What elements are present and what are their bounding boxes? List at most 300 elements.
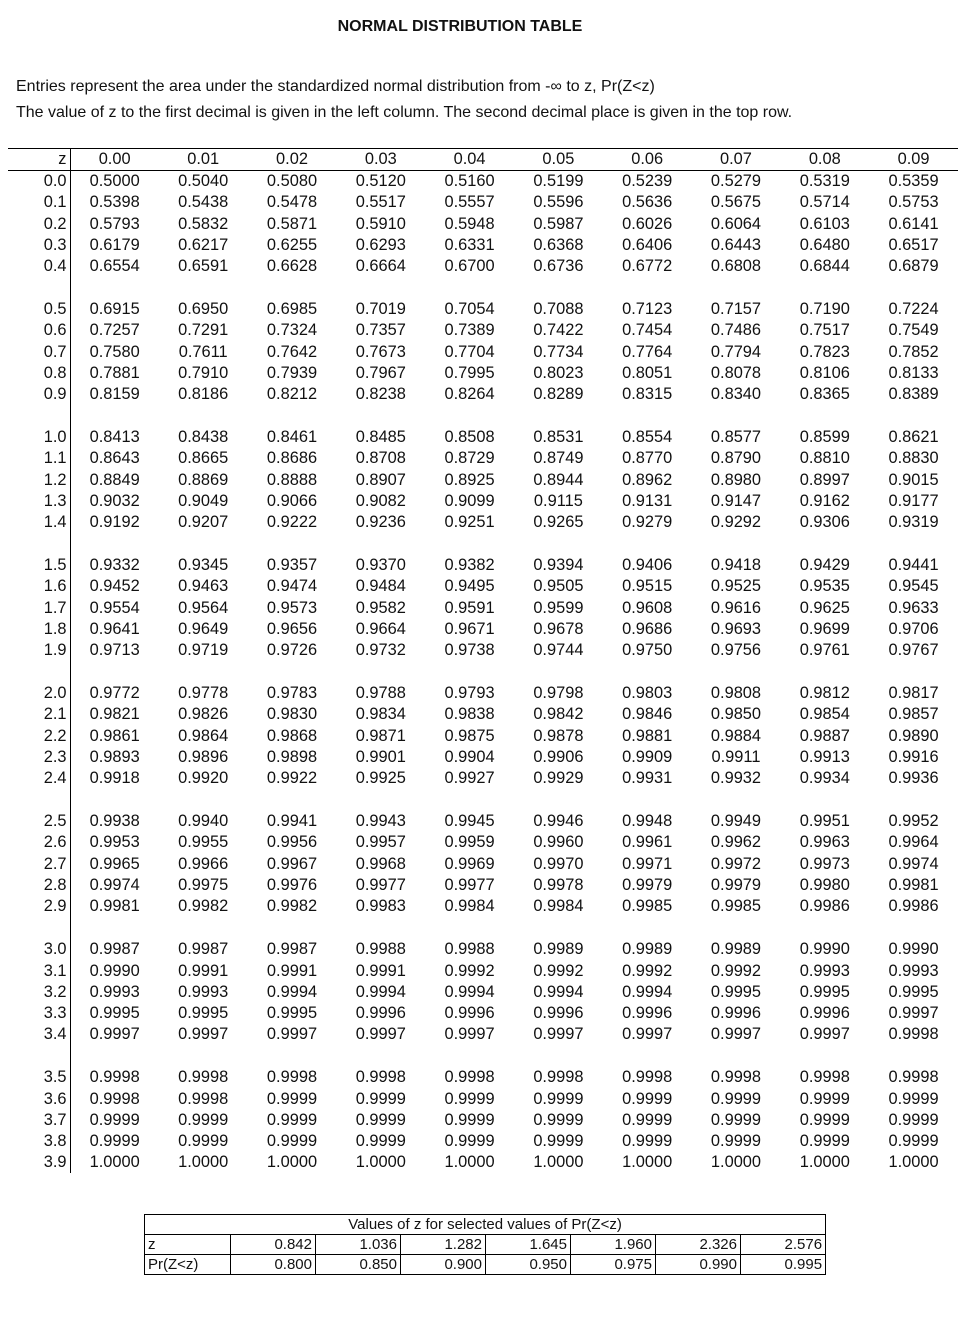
probability-cell: 0.9999: [355, 1131, 406, 1150]
probability-cell: 0.9803: [622, 684, 673, 703]
probability-cell: 0.8708: [355, 449, 406, 468]
probability-cell: 0.9997: [89, 1025, 140, 1044]
probability-cell: 0.9370: [355, 556, 406, 575]
probability-cell: 0.9920: [178, 769, 229, 788]
table-row: [8, 214, 958, 235]
spacer-cell: [8, 533, 70, 555]
probability-cell: 0.8577: [710, 428, 762, 447]
z-value-cell: 3.7: [8, 1110, 70, 1131]
probability-cell: 0.9656: [266, 619, 318, 638]
table-row: [8, 747, 958, 768]
probability-cell: 0.9987: [178, 940, 229, 959]
probability-cell: 0.9999: [888, 1110, 939, 1129]
probability-cell: 0.9878: [533, 726, 584, 745]
probability-cell: 0.5636: [622, 193, 673, 212]
probability-cell: 0.9838: [444, 705, 495, 724]
probability-cell: 0.9997: [622, 1025, 673, 1044]
probability-cell: 0.9991: [178, 961, 229, 980]
z-value-cell: 2.7: [8, 854, 70, 875]
probability-cell: 0.9049: [178, 491, 229, 510]
selected-z-row: [145, 1235, 826, 1255]
probability-cell: 0.9875: [444, 726, 495, 745]
table-row: [8, 192, 958, 213]
z-value: 1.282: [401, 1235, 486, 1255]
p-value: 0.800: [231, 1255, 316, 1275]
probability-cell: 0.8133: [888, 363, 939, 382]
group-spacer: [8, 533, 958, 555]
probability-cell: 0.8315: [622, 385, 673, 404]
z-value-cell: 1.1: [8, 448, 70, 469]
probability-cell: 0.9616: [710, 598, 762, 617]
probability-cell: 0.9484: [355, 577, 406, 596]
z-value: 1.645: [486, 1235, 571, 1255]
probability-cell: 0.9887: [799, 726, 850, 745]
probability-cell: 1.0000: [178, 1153, 229, 1172]
z-value-cell: 0.7: [8, 342, 70, 363]
probability-cell: 0.9967: [266, 854, 318, 873]
probability-cell: 0.9608: [622, 598, 673, 617]
column-header: 0.01: [159, 149, 248, 171]
probability-cell: 0.9995: [178, 1003, 229, 1022]
probability-cell: 0.9993: [89, 982, 140, 1001]
probability-cell: 0.9983: [355, 897, 406, 916]
probability-cell: 0.9998: [622, 1068, 673, 1087]
probability-cell: 0.8869: [178, 470, 229, 489]
probability-cell: 0.9961: [622, 833, 673, 852]
probability-cell: 0.9965: [89, 854, 140, 873]
probability-cell: 0.9984: [444, 897, 495, 916]
probability-cell: 0.9997: [799, 1025, 850, 1044]
probability-cell: 0.7357: [355, 321, 406, 340]
probability-cell: 0.9995: [266, 1003, 318, 1022]
probability-cell: 0.9931: [622, 769, 673, 788]
probability-cell: 0.7881: [89, 363, 140, 382]
probability-cell: 0.9998: [888, 1025, 939, 1044]
probability-cell: 0.9988: [355, 940, 406, 959]
table-row: [8, 875, 958, 896]
probability-cell: 0.9981: [888, 875, 939, 894]
probability-cell: 0.9990: [799, 940, 850, 959]
probability-cell: 0.9987: [266, 940, 318, 959]
probability-cell: 0.9995: [799, 982, 850, 1001]
probability-cell: 0.7995: [444, 363, 495, 382]
probability-cell: 0.9418: [710, 556, 762, 575]
probability-cell: 0.9884: [710, 726, 762, 745]
probability-cell: 0.9999: [355, 1110, 406, 1129]
group-spacer: [8, 789, 958, 811]
probability-cell: 0.7823: [799, 342, 850, 361]
probability-cell: 0.8686: [266, 449, 318, 468]
probability-cell: 0.9966: [178, 854, 229, 873]
probability-cell: 0.9999: [355, 1089, 406, 1108]
spacer-cell: [8, 1045, 70, 1067]
probability-cell: 0.9713: [89, 641, 140, 660]
probability-cell: 0.9817: [888, 684, 939, 703]
probability-cell: 0.8925: [444, 470, 495, 489]
probability-cell: 0.9564: [178, 598, 229, 617]
probability-cell: 0.9999: [622, 1131, 673, 1150]
table-row: [8, 683, 958, 704]
probability-cell: 0.9985: [710, 897, 762, 916]
probability-cell: 0.9999: [710, 1110, 762, 1129]
probability-cell: 0.9986: [799, 897, 850, 916]
probability-cell: 0.9131: [622, 491, 673, 510]
probability-cell: 0.9864: [178, 726, 229, 745]
probability-cell: 0.9962: [710, 833, 762, 852]
probability-cell: 0.7794: [710, 342, 762, 361]
probability-cell: 0.5160: [444, 172, 495, 191]
selected-values-caption: Values of z for selected values of Pr(Z<z): [145, 1215, 826, 1235]
probability-cell: 0.9987: [89, 940, 140, 959]
probability-cell: 0.7611: [178, 342, 228, 361]
probability-cell: 0.9996: [710, 1003, 762, 1022]
z-value-cell: 2.4: [8, 768, 70, 789]
probability-cell: 0.9236: [355, 513, 406, 532]
probability-cell: 0.5871: [266, 214, 318, 233]
probability-cell: 0.9970: [533, 854, 584, 873]
probability-cell: 0.8078: [710, 363, 762, 382]
probability-cell: 0.9981: [89, 897, 140, 916]
probability-cell: 0.7517: [799, 321, 850, 340]
probability-cell: 0.9999: [622, 1089, 673, 1108]
probability-cell: 0.7734: [533, 342, 584, 361]
probability-cell: 0.9999: [89, 1110, 140, 1129]
table-row: [8, 576, 958, 597]
probability-cell: 0.7967: [355, 363, 406, 382]
probability-cell: 0.9996: [622, 1003, 673, 1022]
p-value: 0.900: [401, 1255, 486, 1275]
probability-cell: 0.8531: [533, 428, 584, 447]
probability-cell: 0.9999: [622, 1110, 673, 1129]
probability-cell: 0.9936: [888, 769, 939, 788]
probability-cell: 0.7852: [888, 342, 939, 361]
probability-cell: 0.9993: [178, 982, 229, 1001]
probability-cell: 0.9998: [888, 1068, 939, 1087]
probability-cell: 0.9925: [355, 769, 406, 788]
probability-cell: 0.9999: [266, 1110, 318, 1129]
probability-cell: 0.7454: [622, 321, 673, 340]
probability-cell: 0.8810: [799, 449, 850, 468]
probability-cell: 0.5675: [710, 193, 762, 212]
probability-cell: 0.5478: [266, 193, 318, 212]
column-header: 0.04: [425, 149, 514, 171]
z-value-cell: 1.4: [8, 512, 70, 533]
probability-cell: 0.9857: [888, 705, 939, 724]
probability-cell: 0.8907: [355, 470, 406, 489]
probability-cell: 0.9441: [888, 556, 939, 575]
probability-cell: 0.9999: [799, 1110, 850, 1129]
spacer-cell: [70, 661, 958, 683]
probability-cell: 0.9932: [710, 769, 762, 788]
probability-cell: 1.0000: [266, 1153, 318, 1172]
probability-cell: 0.9999: [178, 1131, 229, 1150]
table-row: [8, 832, 958, 853]
probability-cell: 0.8790: [710, 449, 762, 468]
probability-cell: 0.9649: [178, 619, 229, 638]
probability-cell: 0.9940: [178, 812, 229, 831]
probability-cell: 0.9999: [799, 1089, 850, 1108]
probability-cell: 0.9999: [89, 1131, 140, 1150]
table-row: [8, 854, 958, 875]
probability-cell: 0.9953: [89, 833, 140, 852]
probability-cell: 0.6879: [888, 257, 939, 276]
probability-cell: 0.9678: [533, 619, 584, 638]
probability-cell: 0.9999: [533, 1089, 584, 1108]
table-row: [8, 726, 958, 747]
probability-cell: 0.9963: [799, 833, 850, 852]
probability-cell: 0.7704: [444, 342, 495, 361]
probability-cell: 0.9948: [622, 812, 673, 831]
probability-cell: 0.9826: [178, 705, 229, 724]
probability-cell: 0.9015: [888, 470, 939, 489]
spacer-cell: [70, 789, 958, 811]
probability-cell: 0.9998: [355, 1068, 406, 1087]
probability-cell: 0.9999: [710, 1089, 762, 1108]
probability-cell: 0.6808: [710, 257, 762, 276]
z-value: 2.576: [741, 1235, 826, 1255]
probability-cell: 0.8729: [444, 449, 495, 468]
z-value-cell: 3.4: [8, 1024, 70, 1045]
z-value-cell: 3.9: [8, 1152, 70, 1173]
probability-cell: 0.8365: [799, 385, 850, 404]
probability-cell: 0.9991: [355, 961, 406, 980]
z-value-cell: 3.3: [8, 1003, 70, 1024]
probability-cell: 0.9977: [444, 875, 495, 894]
probability-cell: 0.9991: [266, 961, 318, 980]
probability-cell: 0.6406: [622, 235, 673, 254]
probability-cell: 0.9115: [533, 491, 583, 510]
probability-cell: 0.9968: [355, 854, 406, 873]
probability-cell: 0.8997: [799, 470, 850, 489]
z-value-cell: 1.0: [8, 427, 70, 448]
column-header: 0.00: [70, 149, 159, 171]
probability-cell: 0.7549: [888, 321, 939, 340]
probability-cell: 0.9429: [799, 556, 850, 575]
probability-cell: 0.9998: [178, 1089, 229, 1108]
probability-cell: 0.9893: [89, 747, 140, 766]
probability-cell: 0.7123: [622, 300, 673, 319]
probability-cell: 0.9969: [444, 854, 495, 873]
probability-cell: 0.9821: [89, 705, 140, 724]
probability-cell: 0.9693: [710, 619, 762, 638]
z-value-cell: 0.5: [8, 299, 70, 320]
probability-cell: 0.8554: [622, 428, 673, 447]
probability-cell: 1.0000: [533, 1153, 584, 1172]
probability-cell: 0.8770: [622, 449, 673, 468]
probability-cell: 0.9975: [178, 875, 229, 894]
z-value-cell: 2.2: [8, 726, 70, 747]
probability-cell: 0.9793: [444, 684, 495, 703]
probability-cell: 0.7054: [444, 300, 495, 319]
table-row: [8, 448, 958, 469]
probability-cell: 0.9945: [444, 812, 495, 831]
probability-cell: 0.9938: [89, 812, 140, 831]
probability-cell: 0.6628: [266, 257, 318, 276]
probability-cell: 0.9956: [266, 833, 318, 852]
z-value-cell: 1.7: [8, 598, 70, 619]
probability-cell: 0.9463: [178, 577, 229, 596]
column-header: 0.06: [603, 149, 692, 171]
table-row: [8, 384, 958, 405]
probability-cell: 0.9998: [178, 1068, 229, 1087]
probability-cell: 0.9994: [355, 982, 406, 1001]
probability-cell: 0.6985: [266, 300, 318, 319]
probability-cell: 0.6772: [622, 257, 673, 276]
probability-cell: 0.9641: [89, 619, 140, 638]
probability-cell: 0.9998: [266, 1068, 318, 1087]
probability-cell: 0.7422: [533, 321, 584, 340]
probability-cell: 0.9279: [622, 513, 673, 532]
probability-cell: 1.0000: [710, 1153, 762, 1172]
probability-cell: 1.0000: [89, 1153, 140, 1172]
probability-cell: 0.9998: [89, 1068, 140, 1087]
probability-cell: 0.9573: [266, 598, 318, 617]
probability-cell: 0.9345: [178, 556, 229, 575]
table-row: [8, 896, 958, 917]
probability-cell: 0.8023: [533, 363, 584, 382]
probability-cell: 0.5987: [533, 214, 584, 233]
probability-cell: 0.9452: [89, 577, 140, 596]
probability-cell: 0.9999: [444, 1110, 495, 1129]
table-row: [8, 491, 958, 512]
probability-cell: 0.9979: [710, 875, 762, 894]
probability-cell: 1.0000: [444, 1153, 495, 1172]
probability-cell: 0.9582: [355, 598, 406, 617]
probability-cell: 0.9999: [266, 1089, 318, 1108]
normal-distribution-table: [8, 148, 958, 1173]
probability-cell: 0.7190: [799, 300, 850, 319]
probability-cell: 0.9951: [799, 812, 850, 831]
probability-cell: 0.7642: [266, 342, 318, 361]
probability-cell: 1.0000: [799, 1153, 850, 1172]
probability-cell: 0.9772: [89, 684, 140, 703]
table-row: [8, 171, 958, 193]
probability-cell: 0.9719: [178, 641, 229, 660]
probability-cell: 0.5832: [178, 214, 229, 233]
probability-cell: 0.9988: [444, 940, 495, 959]
group-spacer: [8, 661, 958, 683]
probability-cell: 0.9994: [533, 982, 584, 1001]
table-row: [8, 299, 958, 320]
probability-cell: 0.9664: [355, 619, 406, 638]
probability-cell: 0.9996: [355, 1003, 406, 1022]
probability-cell: 0.9382: [444, 556, 495, 575]
z-value-cell: 0.6: [8, 320, 70, 341]
probability-cell: 0.8264: [444, 385, 495, 404]
probability-cell: 0.9976: [266, 875, 318, 894]
z-value-cell: 3.6: [8, 1089, 70, 1110]
probability-cell: 0.5120: [355, 172, 406, 191]
probability-cell: 0.9830: [266, 705, 318, 724]
spacer-cell: [8, 277, 70, 299]
probability-cell: 0.8159: [89, 385, 140, 404]
probability-cell: 0.7486: [710, 321, 762, 340]
probability-cell: 0.9750: [622, 641, 673, 660]
probability-cell: 0.5753: [888, 193, 939, 212]
probability-cell: 0.7291: [178, 321, 229, 340]
probability-cell: 0.9990: [89, 961, 140, 980]
probability-cell: 0.8212: [266, 385, 318, 404]
table-row: [8, 470, 958, 491]
probability-cell: 0.9946: [533, 812, 584, 831]
probability-cell: 0.6217: [178, 235, 229, 254]
probability-cell: 0.9997: [888, 1003, 939, 1022]
column-header: 0.09: [869, 149, 958, 171]
probability-cell: 0.9992: [710, 961, 762, 980]
probability-cell: 0.9998: [444, 1068, 495, 1087]
probability-cell: 0.9706: [888, 619, 939, 638]
probability-cell: 0.6664: [355, 257, 406, 276]
probability-cell: 0.9943: [355, 812, 406, 831]
z-value: 1.960: [571, 1235, 656, 1255]
probability-cell: 0.5080: [266, 172, 318, 191]
probability-cell: 0.9998: [533, 1068, 584, 1087]
z-value-cell: 1.6: [8, 576, 70, 597]
probability-cell: 0.9918: [89, 769, 140, 788]
probability-cell: 0.9357: [266, 556, 318, 575]
probability-cell: 0.7580: [89, 342, 140, 361]
probability-cell: 0.9996: [533, 1003, 584, 1022]
table-row: [8, 811, 958, 832]
probability-cell: 0.9082: [355, 491, 406, 510]
probability-cell: 0.9699: [799, 619, 850, 638]
probability-cell: 0.9066: [266, 491, 318, 510]
probability-cell: 0.8962: [622, 470, 673, 489]
probability-cell: 0.9999: [710, 1131, 762, 1150]
probability-cell: 0.9591: [444, 598, 495, 617]
probability-cell: 0.9898: [266, 747, 318, 766]
probability-cell: 0.9929: [533, 769, 584, 788]
probability-cell: 0.9992: [622, 961, 673, 980]
probability-cell: 0.9846: [622, 705, 673, 724]
probability-cell: 0.9972: [710, 854, 762, 873]
table-row: [8, 320, 958, 341]
probability-cell: 0.9916: [888, 747, 939, 766]
probability-cell: 0.9999: [888, 1089, 939, 1108]
probability-cell: 0.8944: [533, 470, 584, 489]
probability-cell: 0.9992: [533, 961, 584, 980]
probability-cell: 0.8389: [888, 385, 939, 404]
p-value: 0.995: [741, 1255, 826, 1275]
p-value: 0.850: [316, 1255, 401, 1275]
probability-cell: 0.9162: [799, 491, 850, 510]
probability-cell: 0.9986: [888, 897, 939, 916]
probability-cell: 0.9977: [355, 875, 406, 894]
probability-cell: 0.9996: [444, 1003, 495, 1022]
z-value: 1.036: [316, 1235, 401, 1255]
probability-cell: 0.9633: [888, 598, 939, 617]
probability-cell: 0.9292: [710, 513, 762, 532]
column-header: 0.07: [692, 149, 781, 171]
probability-cell: 0.9911: [711, 747, 761, 766]
probability-cell: 0.9890: [888, 726, 939, 745]
probability-cell: 0.9999: [533, 1131, 584, 1150]
table-row: [8, 342, 958, 363]
probability-cell: 0.9993: [799, 961, 850, 980]
table-row: [8, 939, 958, 960]
probability-cell: 0.9934: [799, 769, 850, 788]
probability-cell: 1.0000: [622, 1153, 673, 1172]
z-value-cell: 3.1: [8, 961, 70, 982]
probability-cell: 0.9871: [355, 726, 406, 745]
probability-cell: 0.9999: [444, 1131, 495, 1150]
z-value: 0.842: [231, 1235, 316, 1255]
probability-cell: 0.9842: [533, 705, 584, 724]
probability-cell: 0.9974: [89, 875, 140, 894]
table-row: [8, 1089, 958, 1110]
probability-cell: 0.6141: [888, 214, 939, 233]
probability-cell: 0.8621: [888, 428, 939, 447]
